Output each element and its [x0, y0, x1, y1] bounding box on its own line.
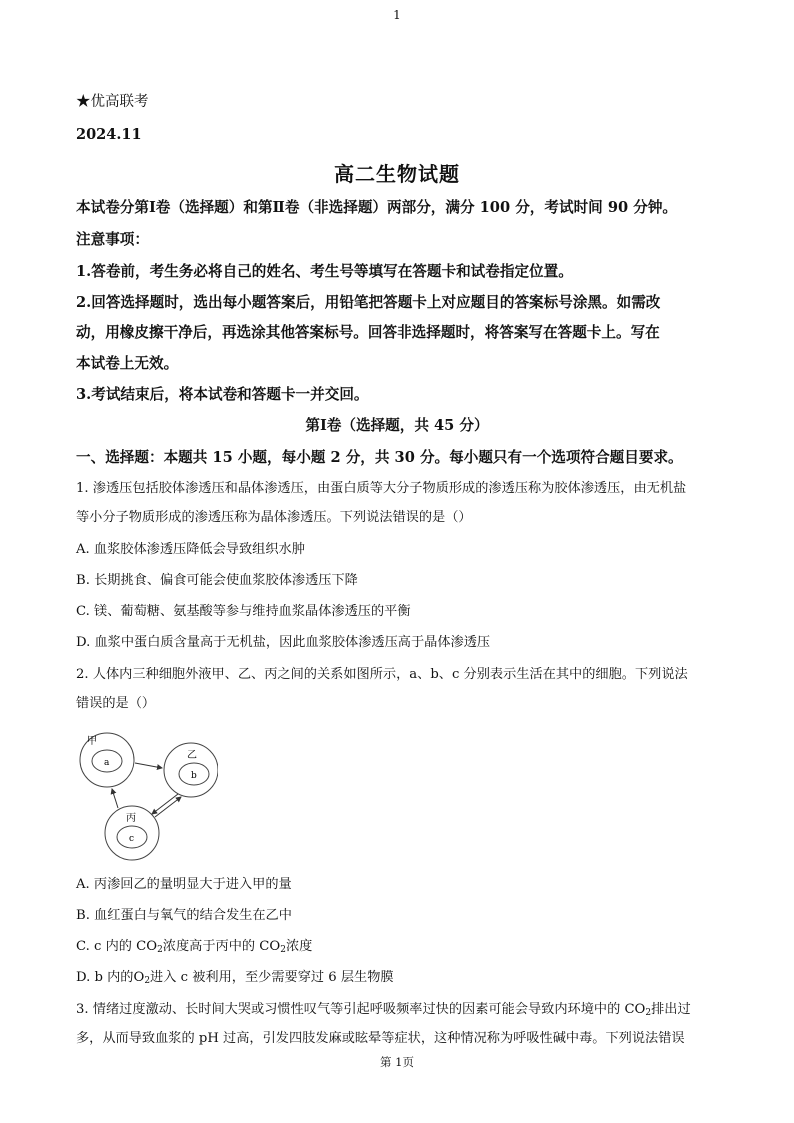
label-c: c: [129, 834, 135, 844]
note-line: 3.考试结束后，将本试卷和答题卡一并交回。: [76, 386, 369, 403]
note-line: 动，用橡皮擦干净后，再选涂其他答案标号。回答非选择题时，将答案写在答题卡上。写在: [76, 324, 660, 341]
label-yi: 乙: [187, 750, 197, 761]
q1-stem-line: 1. 渗透压包括胶体渗透压和晶体渗透压，由蛋白质等大分子物质形成的渗透压称为胶体渗透压，由无机盐: [76, 481, 687, 496]
fluid-relationship-diagram: [78, 726, 218, 866]
arrow-bing-to-jia: [112, 789, 118, 808]
q3-stem-line: 3. 情绪过度激动、长时间大哭或习惯性叹气等引起呼吸频率过快的因素可能会导致内环境中的 $CO_2$排出过: [76, 1002, 691, 1018]
page-top-number: 1: [393, 8, 401, 22]
label-bing: 丙: [126, 813, 136, 824]
arrow-jia-to-yi: [135, 763, 162, 768]
part-heading: 一、选择题：本题共 15 小题，每小题 2 分，共 30 分。每小题只有一个选项符合题目要求。: [76, 449, 683, 466]
note-line: 本试卷上无效。: [76, 355, 179, 372]
exam-org: ★优高联考: [76, 94, 149, 110]
section-title: 第Ⅰ卷（选择题，共 45 分）: [305, 417, 489, 434]
q2-stem-line: 2. 人体内三种细胞外液甲、乙、丙之间的关系如图所示，a、b、c 分别表示生活在其中的细胞。下列说法: [76, 667, 688, 682]
intro-text: 本试卷分第Ⅰ卷（选择题）和第Ⅱ卷（非选择题）两部分，满分 100 分，考试时间 90 分钟。: [76, 199, 678, 216]
q1-stem-line: 等小分子物质形成的渗透压称为晶体渗透压。下列说法错误的是（）: [76, 510, 472, 525]
label-b: b: [191, 771, 197, 781]
q1-option-b: B. 长期挑食、偏食可能会使血浆胶体渗透压下降: [76, 573, 358, 588]
q2-option-c: C. c 内的 $CO_2$浓度高于丙中的 $CO_2$浓度: [76, 939, 313, 955]
exam-date: 2024.11: [76, 126, 142, 143]
note-line: 2.回答选择题时，选出每小题答案后，用铅笔把答题卡上对应题目的答案标号涂黑。如需改: [76, 294, 661, 311]
arrow-yi-to-bing: [152, 794, 178, 814]
label-jia: 甲: [87, 736, 97, 747]
label-a: a: [104, 758, 110, 768]
q2-option-d: D. b 内的$O_2$进入 c 被利用，至少需要穿过 6 层生物膜: [76, 970, 394, 986]
q2-option-a: A. 丙渗回乙的量明显大于进入甲的量: [76, 877, 292, 892]
q2-option-b: B. 血红蛋白与氧气的结合发生在乙中: [76, 908, 292, 923]
arrow-bing-to-yi: [155, 797, 181, 817]
q2-stem-line: 错误的是（）: [76, 696, 156, 711]
q1-option-c: C. 镁、葡萄糖、氨基酸等参与维持血浆晶体渗透压的平衡: [76, 604, 411, 619]
q3-stem-line: 多，从而导致血浆的 pH 过高，引发四肢发麻或眩晕等症状，这种情况称为呼吸性碱中毒。下列说法错误: [76, 1031, 685, 1046]
note-line: 1.答卷前，考生务必将自己的姓名、考生号等填写在答题卡和试卷指定位置。: [76, 263, 573, 280]
page-title: 高二生物试题: [334, 162, 460, 186]
q1-option-d: D. 血浆中蛋白质含量高于无机盐，因此血浆胶体渗透压高于晶体渗透压: [76, 635, 491, 650]
page-footer: 第 1页: [380, 1055, 414, 1069]
q1-option-a: A. 血浆胶体渗透压降低会导致组织水肿: [76, 542, 305, 557]
notes-heading: 注意事项：: [76, 231, 149, 248]
